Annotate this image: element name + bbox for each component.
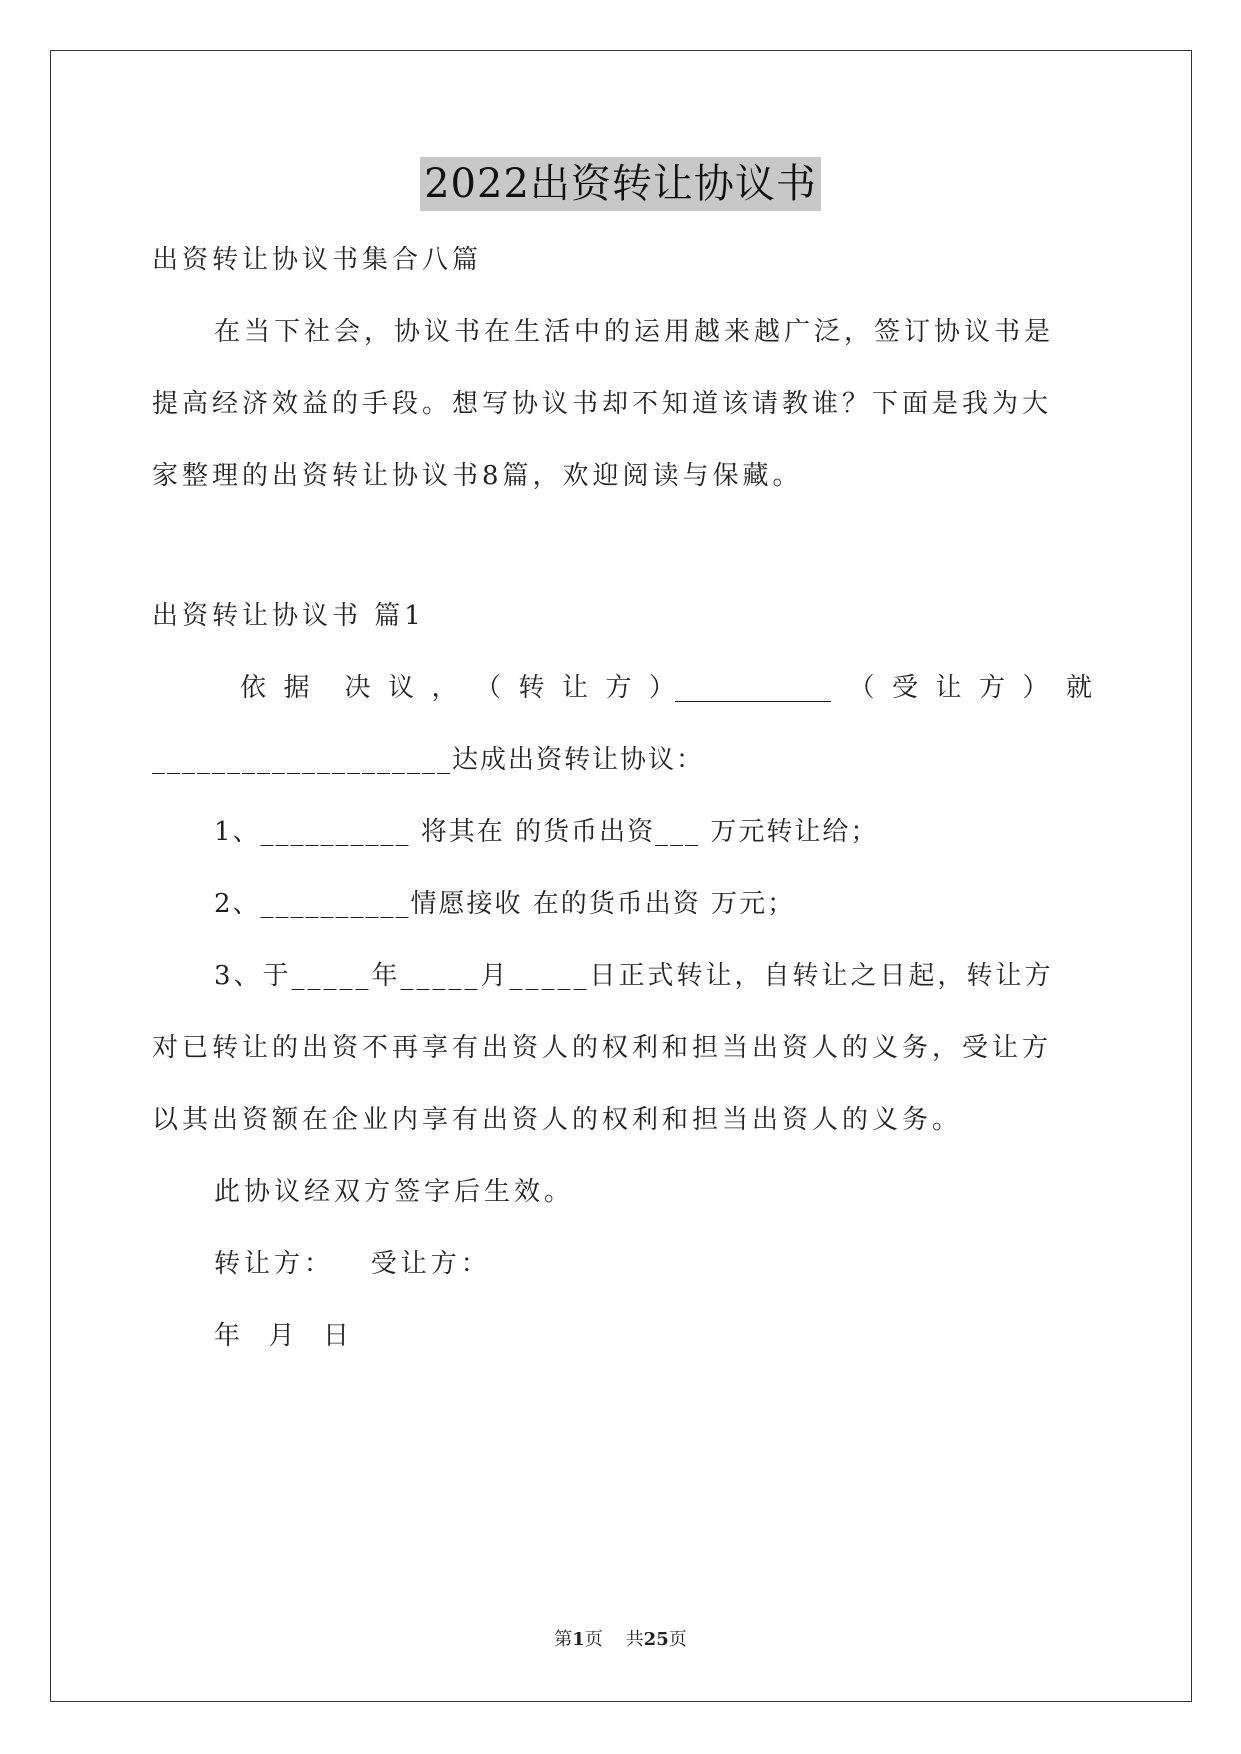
document-subtitle: 出资转让协议书集合八篇: [152, 245, 483, 275]
clause-3-line-3: 以其出资额在企业内享有出资人的权利和担当出资人的义务。: [152, 1105, 963, 1135]
clause-1: 1、__________ 将其在 的货币出资___ 万元转让给；: [214, 817, 879, 847]
document-title: 2022出资转让协议书: [420, 157, 821, 211]
page-prefix: 第: [554, 1629, 573, 1650]
section-heading: 出资转让协议书 篇1: [152, 601, 425, 631]
title-container: [0, 157, 1241, 211]
intro-line-3: 家整理的出资转让协议书8篇，欢迎阅读与保藏。: [152, 461, 803, 491]
total-suffix: 页: [668, 1629, 687, 1650]
clause-3-line-2: 对已转让的出资不再享有出资人的权利和担当出资人的义务，受让方: [152, 1033, 1053, 1063]
agreement-char: ，: [431, 673, 458, 703]
agreement-char: 据: [283, 673, 310, 703]
agreement-char: 转: [518, 673, 545, 703]
agreement-char: （: [474, 673, 501, 703]
agreement-char: 方: [605, 673, 632, 703]
page-suffix: 页: [584, 1629, 603, 1650]
signature-line: 转让方： 受让方：: [214, 1249, 491, 1279]
agreement-char: ）: [1022, 673, 1049, 703]
agreement-char: 依: [240, 673, 267, 703]
agreement-char: 决: [344, 673, 371, 703]
agreement-char: 就: [1065, 673, 1092, 703]
agreement-char: 议: [387, 673, 414, 703]
intro-line-1: 在当下社会，协议书在生活中的运用越来越广泛，签订协议书是: [214, 317, 1055, 347]
agreement-char: 让: [561, 673, 588, 703]
agreement-char: 方: [978, 673, 1005, 703]
clause-3-line-1: 3、于_____年_____月_____日正式转让，自转让之日起，转让方: [214, 961, 1054, 991]
agreement-line-1: [240, 670, 1092, 706]
total-prefix: 共: [625, 1629, 644, 1650]
total-pages: 25: [643, 1629, 669, 1650]
effect-statement: 此协议经双方签字后生效。: [214, 1177, 575, 1207]
page-footer: [0, 1628, 1241, 1652]
agreement-blank: ）____________: [648, 673, 831, 703]
page-number: 1: [572, 1629, 585, 1650]
intro-line-2: 提高经济效益的手段。想写协议书却不知道该请教谁？下面是我为大: [152, 389, 1053, 419]
clause-2: 2、__________情愿接收 在的货币出资 万元；: [214, 889, 796, 919]
agreement-line-2: ____________________达成出资转让协议：: [152, 745, 705, 775]
date-line: 年 月 日: [214, 1321, 354, 1351]
agreement-char: 让: [935, 673, 962, 703]
agreement-char: （: [848, 673, 875, 703]
agreement-char: 受: [891, 673, 918, 703]
page-border: [50, 50, 1192, 1702]
